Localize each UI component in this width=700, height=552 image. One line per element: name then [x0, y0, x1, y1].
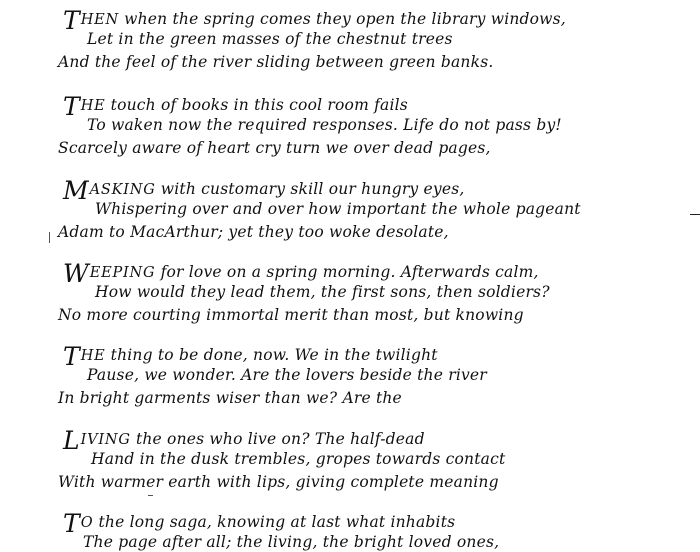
lead-word: HE — [80, 98, 106, 114]
stanza-line-3: With warmer earth with lips, giving complete meaning — [58, 473, 499, 491]
drop-cap: T — [63, 92, 80, 121]
stanza-line-2: Let in the green masses of the chestnut trees — [87, 30, 453, 48]
stanza-line-3: And the feel of the river sliding between green banks. — [58, 53, 494, 71]
line-text: when the spring comes they open the library windows, — [119, 10, 566, 28]
drop-cap: T — [63, 342, 80, 371]
stanza-line-1 — [63, 92, 408, 121]
drop-cap: L — [63, 426, 80, 455]
stanza-line-2: Whispering over and over how important the whole pageant — [95, 200, 581, 218]
stanza-line-3: No more courting immortal merit than most, but knowing — [58, 306, 524, 324]
stanza-line-2: To waken now the required responses. Life do not pass by! — [87, 116, 562, 134]
drop-cap: T — [63, 509, 80, 538]
lead-word: HE — [80, 348, 106, 364]
line-text: thing to be done, now. We in the twilight — [105, 346, 438, 364]
stanza-line-1 — [63, 509, 456, 538]
line-text: touch of books in this cool room fails — [105, 96, 408, 114]
stanza-line-2: How would they lead them, the first sons, then soldiers? — [95, 283, 550, 301]
stray-dash-mark — [148, 495, 153, 496]
line-text: with customary skill our hungry eyes, — [155, 180, 465, 198]
stanza-line-2: Pause, we wonder. Are the lovers beside the river — [87, 366, 487, 384]
stanza-line-2: Hand in the dusk trembles, gropes towards contact — [91, 450, 506, 468]
line-text: for love on a spring morning. Afterwards calm, — [155, 263, 539, 281]
line-text: the long saga, knowing at last what inhabits — [93, 513, 456, 531]
stanza-line-1 — [63, 426, 425, 455]
stanza-line-1 — [63, 342, 438, 371]
drop-cap: W — [63, 259, 89, 288]
lead-word: O — [80, 515, 94, 531]
drop-cap: T — [63, 6, 80, 35]
drop-cap: M — [63, 176, 89, 205]
stanza-line-1 — [63, 6, 566, 35]
lead-word: HEN — [80, 12, 120, 28]
lead-word: IVING — [80, 432, 131, 448]
stanza-line-3: Adam to MacArthur; yet they too woke desolate, — [58, 223, 449, 241]
lead-word: ASKING — [89, 182, 156, 198]
margin-tick-mark — [49, 232, 50, 243]
stanza-line-2: The page after all; the living, the bright loved ones, — [83, 533, 500, 551]
stanza-line-1 — [63, 176, 465, 205]
stanza-line-3: In bright garments wiser than we? Are the — [58, 389, 402, 407]
lead-word: EEPING — [89, 265, 156, 281]
stanza-line-3: Scarcely aware of heart cry turn we over dead pages, — [58, 139, 491, 157]
margin-tick-mark — [690, 214, 700, 215]
line-text: the ones who live on? The half-dead — [130, 430, 425, 448]
stanza-line-1 — [63, 259, 539, 288]
